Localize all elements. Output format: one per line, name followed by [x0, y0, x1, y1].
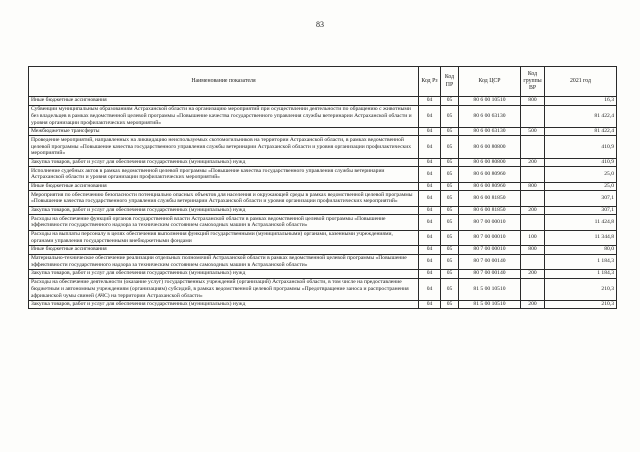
cell-csr: 80 6 00 63130: [459, 127, 521, 136]
cell-vr: 200: [521, 300, 545, 309]
cell-rz: 04: [419, 167, 441, 182]
cell-rz: 04: [419, 215, 441, 230]
page-number: 83: [316, 20, 324, 29]
cell-csr: 80 7 00 00010: [459, 230, 521, 245]
cell-rz: 04: [419, 127, 441, 136]
cell-rz: 04: [419, 182, 441, 191]
cell-rz: 04: [419, 191, 441, 206]
cell-pr: 05: [441, 97, 459, 106]
cell-pr: 05: [441, 246, 459, 255]
cell-csr: 81 5 00 10510: [459, 278, 521, 300]
cell-value: 1 184,3: [545, 254, 617, 269]
table-row: [29, 300, 617, 309]
header-name: Наименование показателя: [29, 67, 419, 97]
table-row: [29, 158, 617, 167]
cell-value: 16,3: [545, 97, 617, 106]
cell-rz: 04: [419, 136, 441, 158]
header-pr: Код ПР: [441, 67, 459, 97]
cell-name: Расходы на выплаты персоналу в целях обеспечения выполнения функций государственными (муниципальными) органами, казенными учреждениями, органами управления государственными внебюджетными фондами: [29, 230, 419, 245]
cell-csr: 81 5 00 10510: [459, 300, 521, 309]
cell-rz: 04: [419, 97, 441, 106]
cell-name: Иные бюджетные ассигнования: [29, 97, 419, 106]
cell-csr: 80 7 00 00140: [459, 270, 521, 279]
table-row: [29, 230, 617, 245]
cell-value: 307,1: [545, 191, 617, 206]
table-row: [29, 246, 617, 255]
table-header-row: [29, 67, 617, 97]
table-row: [29, 182, 617, 191]
cell-name: Закупка товаров, работ и услуг для обеспечения государственных (муниципальных) нужд: [29, 270, 419, 279]
cell-csr: 80 6 00 80800: [459, 136, 521, 158]
cell-vr: 200: [521, 206, 545, 215]
cell-pr: 05: [441, 127, 459, 136]
cell-name: Иные бюджетные ассигнования: [29, 246, 419, 255]
cell-vr: 500: [521, 127, 545, 136]
cell-pr: 05: [441, 215, 459, 230]
cell-csr: 80 6 00 63130: [459, 105, 521, 127]
cell-value: 307,1: [545, 206, 617, 215]
cell-name: Мероприятия по обеспечению безопасности потенциально опасных объектов для населения и окружающей среды в рамках ведомственной целевой программы «Повышение качества государственного управления службы ветеринарии Астраханской области и уровня организации профилактических мероприятий»: [29, 191, 419, 206]
cell-name: Исполнение судебных актов в рамках ведомственной целевой программы «Повышение качества государственного управления службы ветеринарии Астраханской области и уровня организации профилактических мероприятий»: [29, 167, 419, 182]
table-row: [29, 278, 617, 300]
header-year: 2021 год: [545, 67, 617, 97]
cell-vr: [521, 278, 545, 300]
table-row: [29, 206, 617, 215]
cell-value: 1 184,3: [545, 270, 617, 279]
cell-pr: 05: [441, 182, 459, 191]
cell-csr: 80 6 00 81850: [459, 191, 521, 206]
cell-pr: 05: [441, 105, 459, 127]
cell-csr: 80 7 00 00010: [459, 215, 521, 230]
cell-vr: 100: [521, 230, 545, 245]
cell-value: 11 344,8: [545, 230, 617, 245]
cell-pr: 05: [441, 191, 459, 206]
cell-pr: 05: [441, 158, 459, 167]
cell-value: 81 422,4: [545, 105, 617, 127]
cell-vr: 200: [521, 270, 545, 279]
table-row: [29, 215, 617, 230]
cell-value: 210,3: [545, 278, 617, 300]
cell-name: Закупка товаров, работ и услуг для обеспечения государственных (муниципальных) нужд: [29, 300, 419, 309]
cell-value: 11 424,8: [545, 215, 617, 230]
cell-pr: 05: [441, 206, 459, 215]
cell-csr: 80 6 00 80960: [459, 167, 521, 182]
cell-value: 410,9: [545, 158, 617, 167]
cell-rz: 04: [419, 270, 441, 279]
header-vr: Код группы ВР: [521, 67, 545, 97]
table-row: [29, 191, 617, 206]
table-row: [29, 127, 617, 136]
cell-rz: 04: [419, 206, 441, 215]
cell-name: Материально-техническое обеспечение реализации отдельных полномочий Астраханской области в рамках ведомственной целевой программы «Повышение эффективности государственного надзора за техническим состоянием самоходных машин в Астраханской области»: [29, 254, 419, 269]
cell-vr: [521, 105, 545, 127]
cell-value: 81 422,4: [545, 127, 617, 136]
budget-table: [28, 66, 617, 309]
cell-csr: 80 6 00 10510: [459, 97, 521, 106]
cell-vr: [521, 191, 545, 206]
cell-name: Проведение мероприятий, направленных на ликвидацию неиспользуемых скотомогильников на территории Астраханской области, в рамках ведомственной целевой программы «Повышение качества государственного управления службы ветеринарии Астраханской области и уровня организации профилактических мероприятий»: [29, 136, 419, 158]
cell-vr: 200: [521, 158, 545, 167]
cell-rz: 04: [419, 246, 441, 255]
cell-pr: 05: [441, 136, 459, 158]
table-row: [29, 136, 617, 158]
cell-name: Расходы на обеспечение деятельности (оказание услуг) государственных учреждений (организаций) Астраханской области, в том числе на предоставление бюджетным и автономным учреждениям (организациям) субсидий, в рамках ведомственной целевой программы «Предотвращение заноса и распространения африканской чумы свиней (АЧС) на территории Астраханской области»: [29, 278, 419, 300]
cell-pr: 05: [441, 270, 459, 279]
cell-pr: 05: [441, 230, 459, 245]
header-rz: Код Рз: [419, 67, 441, 97]
cell-pr: 05: [441, 254, 459, 269]
cell-value: 410,9: [545, 136, 617, 158]
cell-value: 210,3: [545, 300, 617, 309]
table-row: [29, 270, 617, 279]
table-body: [29, 97, 617, 309]
cell-value: 25,0: [545, 167, 617, 182]
header-csr: Код ЦСР: [459, 67, 521, 97]
cell-csr: 80 6 00 80800: [459, 158, 521, 167]
cell-name: Межбюджетные трансферты: [29, 127, 419, 136]
cell-csr: 80 7 00 00140: [459, 254, 521, 269]
cell-name: Субвенции муниципальным образованиям Астраханской области на организацию мероприятий при осуществлении деятельности по обращению с животными без владельцев в рамках ведомственной целевой программы «Повышение качества государственного управления службы ветеринарии Астраханской области и уровня организации профилактических мероприятий»: [29, 105, 419, 127]
cell-name: Закупка товаров, работ и услуг для обеспечения государственных (муниципальных) нужд: [29, 158, 419, 167]
cell-value: 25,0: [545, 182, 617, 191]
cell-vr: 800: [521, 97, 545, 106]
cell-vr: [521, 136, 545, 158]
cell-name: Закупка товаров, работ и услуг для обеспечения государственных (муниципальных) нужд: [29, 206, 419, 215]
cell-vr: 800: [521, 246, 545, 255]
cell-vr: [521, 254, 545, 269]
cell-rz: 04: [419, 105, 441, 127]
cell-vr: [521, 215, 545, 230]
cell-pr: 05: [441, 300, 459, 309]
cell-name: Расходы на обеспечение функций органов государственной власти Астраханской области в рамках ведомственной целевой программы «Повышение эффективности государственного надзора за техническим состоянием самоходных машин в Астраханской области»: [29, 215, 419, 230]
table-row: [29, 105, 617, 127]
table-row: [29, 167, 617, 182]
cell-rz: 04: [419, 158, 441, 167]
cell-value: 80,0: [545, 246, 617, 255]
table-row: [29, 254, 617, 269]
cell-rz: 04: [419, 254, 441, 269]
cell-rz: 04: [419, 278, 441, 300]
cell-name: Иные бюджетные ассигнования: [29, 182, 419, 191]
cell-vr: [521, 167, 545, 182]
cell-csr: 80 6 00 81850: [459, 206, 521, 215]
cell-rz: 04: [419, 300, 441, 309]
cell-vr: 800: [521, 182, 545, 191]
table-row: [29, 97, 617, 106]
cell-rz: 04: [419, 230, 441, 245]
cell-pr: 05: [441, 167, 459, 182]
cell-csr: 80 6 00 80960: [459, 182, 521, 191]
cell-csr: 80 7 00 00010: [459, 246, 521, 255]
cell-pr: 05: [441, 278, 459, 300]
